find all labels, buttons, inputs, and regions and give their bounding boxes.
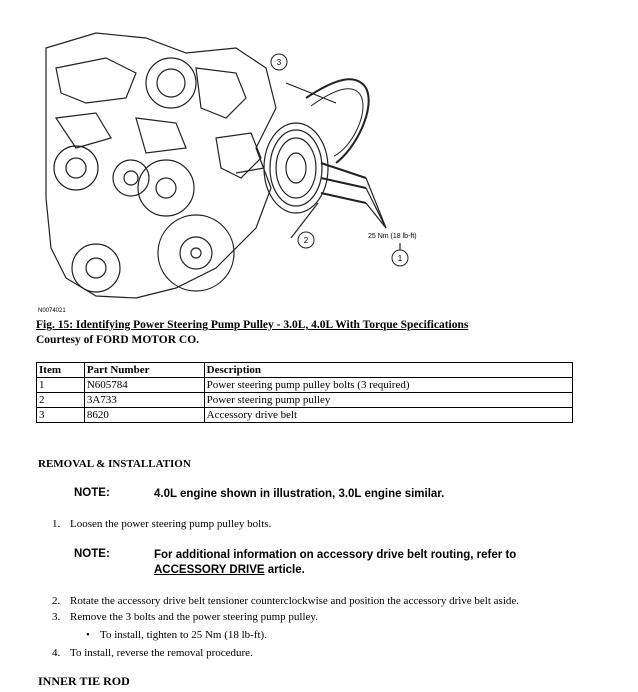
header-item: Item — [37, 363, 85, 378]
cell-description: Power steering pump pulley bolts (3 required) — [204, 378, 572, 393]
table-row — [37, 393, 573, 408]
bullet-torque — [86, 629, 267, 641]
cell-item: 1 — [37, 378, 85, 393]
table-row — [37, 408, 573, 423]
step-number: 1. — [52, 518, 61, 530]
header-description: Description — [204, 363, 572, 378]
step-3 — [52, 611, 318, 623]
cell-item: 2 — [37, 393, 85, 408]
section-heading-removal: REMOVAL & INSTALLATION — [38, 458, 191, 470]
note-text — [154, 548, 574, 578]
cell-description: Power steering pump pulley — [204, 393, 572, 408]
callout-3-label: 3 — [276, 58, 282, 67]
step-number: 2. — [52, 595, 61, 607]
callout-2-label: 2 — [303, 236, 309, 245]
step-text: Rotate the accessory drive belt tensioner counterclockwise and position the accessory drive belt aside. — [70, 595, 520, 607]
cell-item: 3 — [37, 408, 85, 423]
torque-label: 25 Nm (18 lb-ft) — [368, 233, 417, 240]
step-1 — [52, 518, 271, 530]
note-text: 4.0L engine shown in illustration, 3.0L engine similar. — [154, 488, 445, 500]
step-number: 4. — [52, 647, 61, 659]
cell-part-number: N605784 — [84, 378, 204, 393]
step-2 — [52, 595, 519, 607]
caption-courtesy: Courtesy of FORD MOTOR CO. — [36, 334, 200, 346]
figure-id: N0074021 — [38, 308, 66, 314]
cell-description: Accessory drive belt — [204, 408, 572, 423]
step-text: Remove the 3 bolts and the power steering pump pulley. — [70, 611, 318, 623]
callout-1-label: 1 — [397, 254, 403, 263]
accessory-drive-link[interactable]: ACCESSORY DRIVE — [154, 564, 265, 576]
caption-title: Fig. 15: Identifying Power Steering Pump Pulley - 3.0L, 4.0L With Torque Specifications — [36, 319, 469, 331]
note-text-before: For additional information on accessory drive belt routing, refer to — [154, 549, 517, 561]
table-header-row — [37, 363, 573, 378]
header-part-number: Part Number — [84, 363, 204, 378]
bullet-dot: • — [86, 629, 90, 641]
figure-caption — [36, 318, 468, 348]
engine-pulley-illustration — [36, 28, 576, 318]
section-heading-inner-tie-rod: INNER TIE ROD — [38, 674, 130, 688]
parts-table — [36, 362, 573, 423]
cell-part-number: 8620 — [84, 408, 204, 423]
table-row — [37, 378, 573, 393]
step-number: 3. — [52, 611, 61, 623]
step-text: Loosen the power steering pump pulley bolts. — [70, 518, 272, 530]
bullet-text: To install, tighten to 25 Nm (18 lb-ft). — [100, 629, 267, 641]
note-text-after: article. — [264, 564, 305, 576]
step-text: To install, reverse the removal procedure. — [70, 647, 253, 659]
cell-part-number: 3A733 — [84, 393, 204, 408]
note-label: NOTE: — [74, 487, 110, 499]
note-label: NOTE: — [74, 548, 110, 560]
step-4 — [52, 647, 253, 659]
